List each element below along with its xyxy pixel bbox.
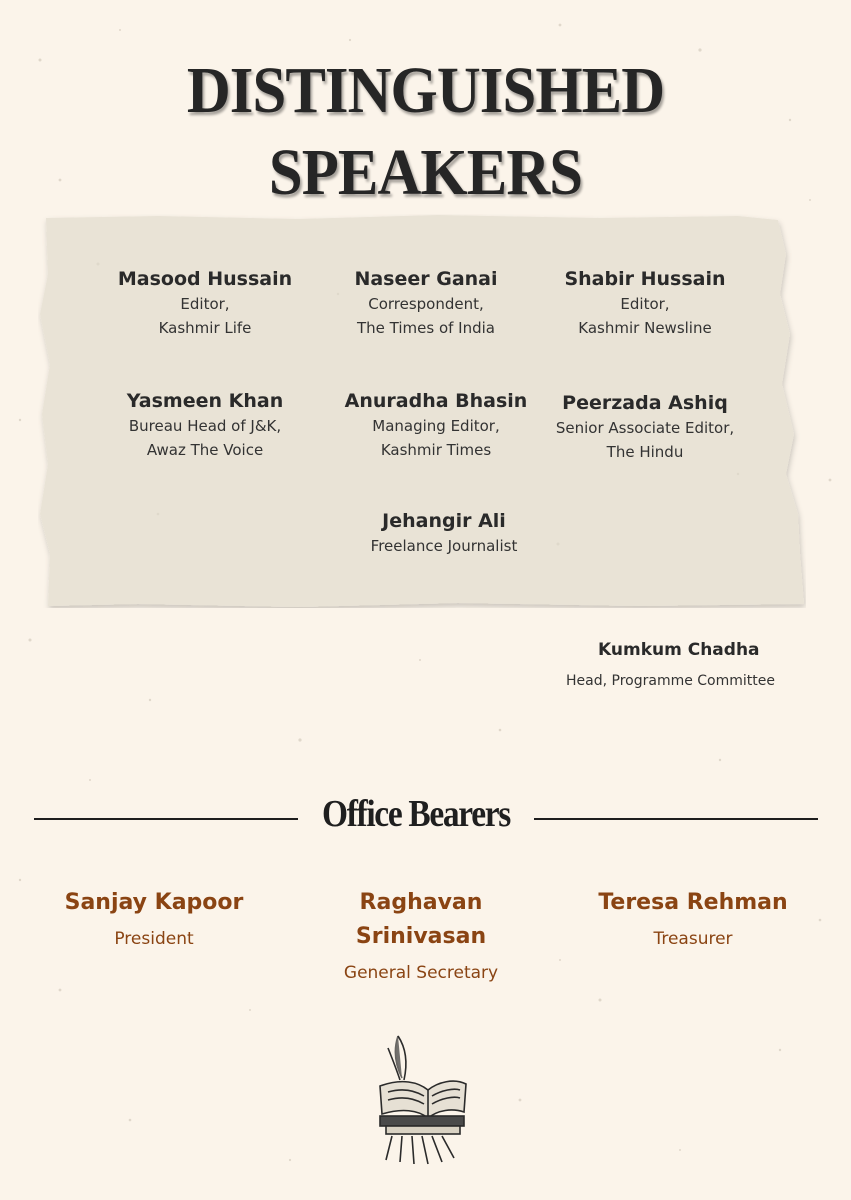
programme-head-role: Head, Programme Committee (566, 673, 775, 689)
books-quill-icon (372, 1028, 468, 1168)
office-bearer-name: Raghavan Srinivasan (355, 890, 487, 949)
divider-right (534, 818, 818, 820)
office-bearer (29, 886, 279, 954)
office-bearer-name: Sanjay Kapoor (64, 890, 244, 915)
speaker-name: Peerzada Ashiq (562, 392, 728, 414)
speaker-role: Managing Editor, (372, 417, 500, 435)
speaker-org: The Hindu (606, 443, 684, 461)
speaker-card (75, 388, 335, 462)
speaker-card (515, 390, 775, 464)
speaker-role: Senior Associate Editor, (555, 419, 735, 437)
speaker-role: Editor, (180, 295, 230, 313)
speaker-name: Jehangir Ali (382, 510, 506, 532)
programme-head-name: Kumkum Chadha (598, 640, 760, 660)
speaker-card (515, 266, 775, 340)
speaker-name: Naseer Ganai (354, 268, 498, 290)
speaker-org: Kashmir Times (380, 441, 492, 459)
speaker-name: Yasmeen Khan (126, 390, 284, 412)
speaker-name: Masood Hussain (117, 268, 293, 290)
office-bearer-role: President (114, 929, 194, 949)
speaker-role: Correspondent, (368, 295, 484, 313)
speaker-name: Anuradha Bhasin (344, 390, 528, 412)
speaker-org: Awaz The Voice (146, 441, 264, 459)
speaker-role: Bureau Head of J&K, (128, 417, 282, 435)
speaker-org: The Times of India (357, 319, 495, 337)
title-line-1: DISTINGUISHED (186, 54, 665, 127)
office-bearers-heading: Office Bearers (322, 793, 510, 835)
title-line-2: SPEAKERS (268, 136, 583, 209)
speaker-org: Kashmir Life (158, 319, 252, 337)
speaker-card (314, 508, 574, 558)
office-bearer-name: Teresa Rehman (598, 890, 788, 915)
speaker-role: Editor, (620, 295, 670, 313)
programme-head (560, 637, 820, 689)
office-bearer-role: Treasurer (653, 929, 733, 949)
office-bearer-role: General Secretary (343, 963, 499, 983)
office-bearer (296, 886, 546, 988)
office-bearer (568, 886, 818, 954)
speaker-name: Shabir Hussain (564, 268, 726, 290)
speaker-role: Freelance Journalist (370, 537, 518, 555)
divider-left (34, 818, 298, 820)
speaker-org: Kashmir Newsline (578, 319, 712, 337)
